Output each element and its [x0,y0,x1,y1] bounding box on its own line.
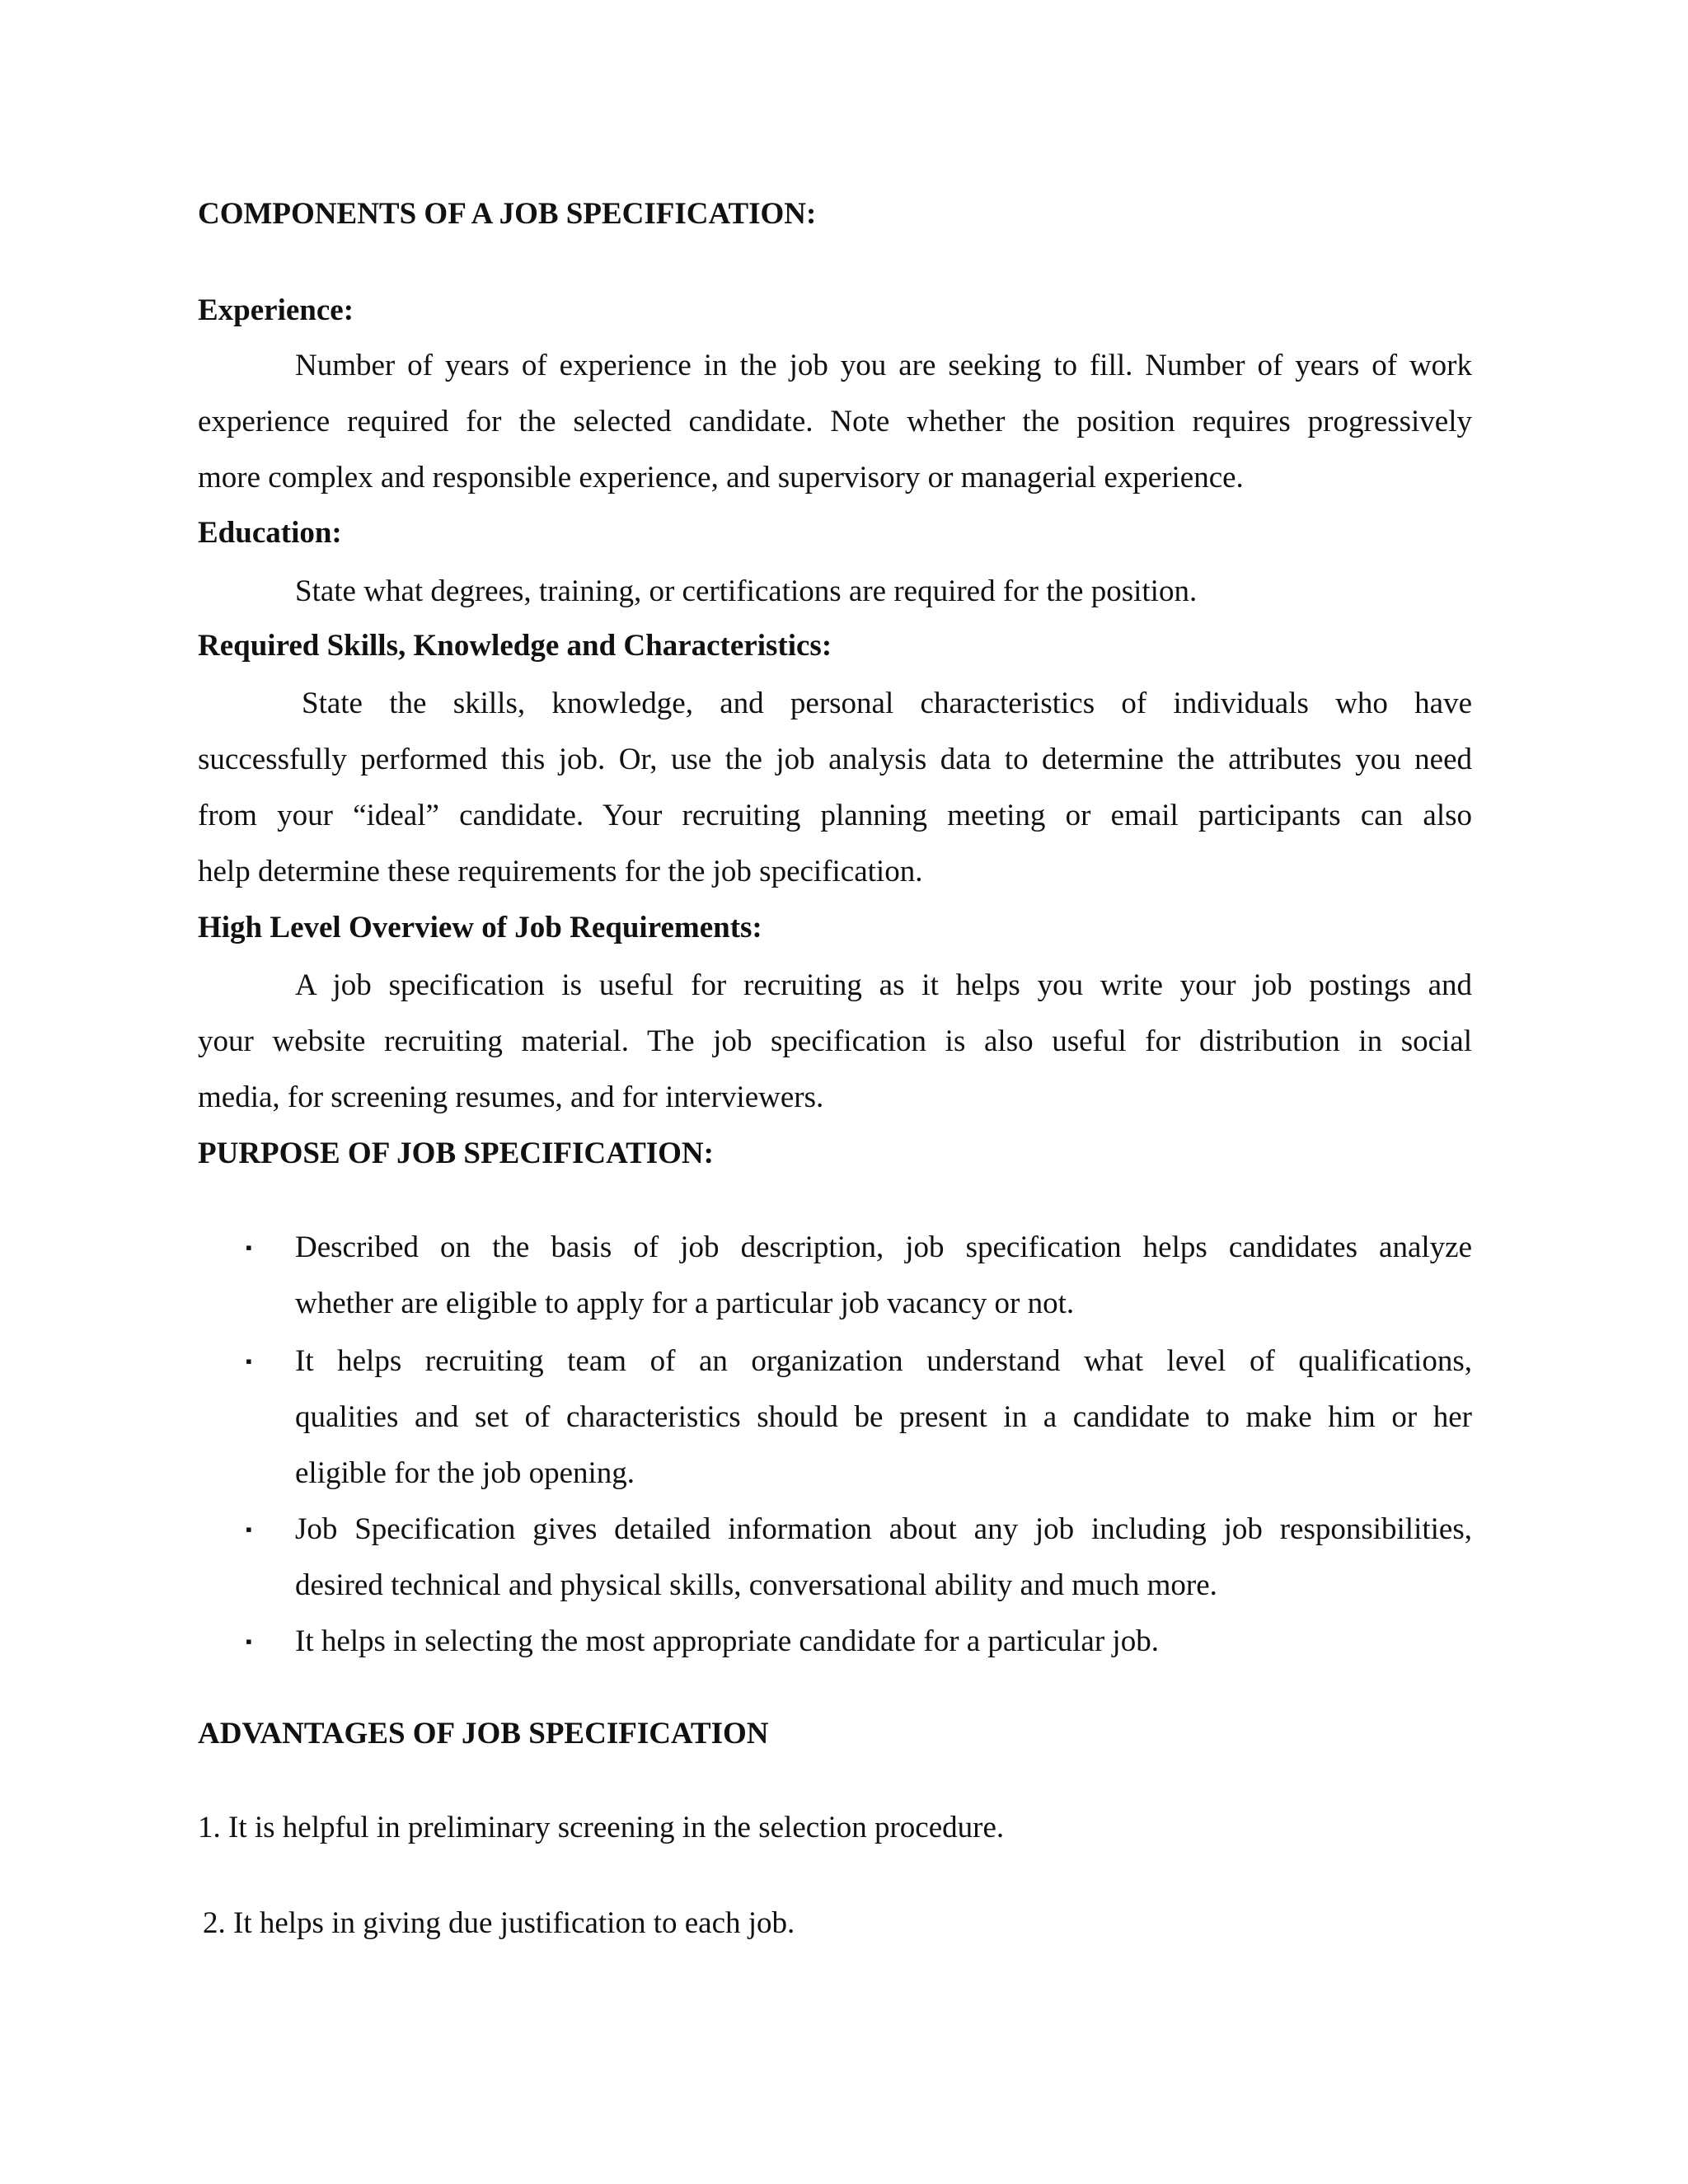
heading-required-skills: Required Skills, Knowledge and Characteristics: [198,629,832,663]
heading-experience: Experience: [198,293,354,327]
purpose-item-line: It helps recruiting team of an organization understand what level of qualifications, [295,1344,1472,1378]
bullet-marker: ▪ [246,1351,252,1371]
skills-line: successfully performed this job. Or, use the job analysis data to determine the attributes you need [198,743,1472,776]
purpose-item-line: whether are eligible to apply for a particular job vacancy or not. [295,1286,1075,1320]
skills-line: State the skills, knowledge, and personal characteristics of individuals who have [302,687,1472,720]
bullet-marker: ▪ [246,1237,252,1258]
purpose-item-line: qualities and set of characteristics should be present in a candidate to make him or her [295,1400,1472,1434]
experience-line: more complex and responsible experience, and supervisory or managerial experience. [198,461,1244,494]
overview-line: your website recruiting material. The job specification is also useful for distribution in social [198,1024,1472,1058]
heading-purpose: PURPOSE OF JOB SPECIFICATION: [198,1137,714,1170]
heading-components: COMPONENTS OF A JOB SPECIFICATION: [198,197,817,231]
purpose-item-line: Job Specification gives detailed information about any job including job responsibilities, [295,1512,1472,1546]
experience-line: Number of years of experience in the job you are seeking to fill. Number of years of work [295,349,1472,382]
bullet-marker: ▪ [246,1519,252,1540]
heading-advantages: ADVANTAGES OF JOB SPECIFICATION [198,1717,769,1750]
advantage-item: 2. It helps in giving due justification to each job. [203,1906,795,1940]
bullet-marker: ▪ [246,1631,252,1652]
overview-line: media, for screening resumes, and for interviewers. [198,1080,824,1114]
purpose-item-line: Described on the basis of job description, job specification helps candidates analyze [295,1230,1472,1264]
purpose-item-line: desired technical and physical skills, conversational ability and much more. [295,1568,1217,1602]
advantage-item: 1. It is helpful in preliminary screening in the selection procedure. [198,1811,1005,1844]
purpose-item-line: It helps in selecting the most appropriate candidate for a particular job. [295,1624,1159,1658]
document-page [198,0,1472,2184]
overview-line: A job specification is useful for recruiting as it helps you write your job postings and [295,968,1472,1002]
experience-line: experience required for the selected candidate. Note whether the position requires progressively [198,405,1472,438]
skills-line: help determine these requirements for the job specification. [198,855,923,888]
skills-line: from your “ideal” candidate. Your recruiting planning meeting or email participants can also [198,799,1472,832]
purpose-item-line: eligible for the job opening. [295,1456,635,1490]
education-line: State what degrees, training, or certifications are required for the position. [295,574,1198,608]
heading-overview: High Level Overview of Job Requirements: [198,911,762,944]
heading-education: Education: [198,516,342,550]
